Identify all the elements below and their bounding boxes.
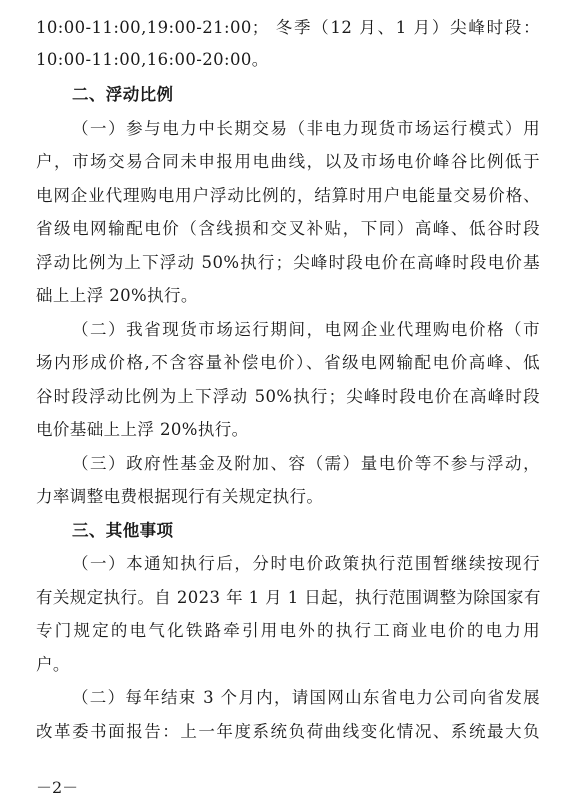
text-line: 户，市场交易合同未申报用电曲线，以及市场电价峰谷比例低于: [36, 152, 540, 171]
text-line: 有关规定执行。自 2023 年 1 月 1 日起，执行范围调整为除国家有: [36, 588, 541, 607]
paragraph-first-line: （三）政府性基金及附加、容（需）量电价等不参与浮动，: [72, 454, 540, 473]
page-number: －2－: [36, 778, 79, 797]
text-line: 10:00-11:00,16:00-20:00。: [36, 50, 269, 69]
text-line: 础上上浮 20%执行。: [36, 286, 198, 305]
text-line: 省级电网输配电价（含线损和交叉补贴，下同）高峰、低谷时段: [36, 219, 540, 238]
section-heading: 二、浮动比例: [72, 85, 174, 104]
text-line: 场内形成价格,不含容量补偿电价）、省级电网输配电价高峰、低: [36, 353, 540, 372]
paragraph-first-line: （一）参与电力中长期交易（非电力现货市场运行模式）用: [72, 119, 540, 138]
text-line: 专门规定的电气化铁路牵引用电外的执行工商业电价的电力用: [36, 621, 540, 640]
text-line: 电网企业代理购电用户浮动比例的，结算时用户电能量交易价格、: [36, 186, 540, 205]
text-line: 户。: [36, 655, 70, 674]
section-heading: 三、其他事项: [72, 521, 174, 540]
text-line: 浮动比例为上下浮动 50%执行；尖峰时段电价在高峰时段电价基: [36, 253, 540, 272]
paragraph-first-line: （二）每年结束 3 个月内，请国网山东省电力公司向省发展: [72, 688, 540, 707]
text-line: 谷时段浮动比例为上下浮动 50%执行；尖峰时段电价在高峰时段: [36, 387, 540, 406]
paragraph-first-line: （二）我省现货市场运行期间，电网企业代理购电价格（市: [72, 320, 540, 339]
text-line: 力率调整电费根据现行有关规定执行。: [36, 487, 324, 506]
text-line: 电价基础上上浮 20%执行。: [36, 420, 249, 439]
paragraph-first-line: （一）本通知执行后，分时电价政策执行范围暂继续按现行: [72, 554, 540, 573]
text-line: 改革委书面报告：上一年度系统负荷曲线变化情况、系统最大负: [36, 722, 540, 741]
text-line: 10:00-11:00,19:00-21:00； 冬季（12 月、1 月）尖峰时段：: [36, 18, 540, 37]
